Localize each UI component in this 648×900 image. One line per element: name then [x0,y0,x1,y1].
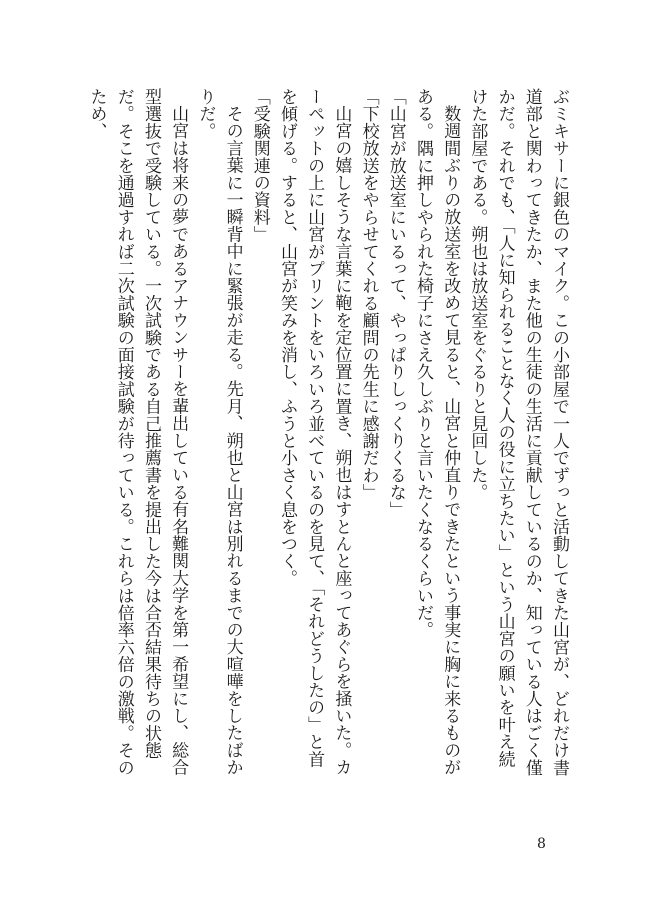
paragraph: ぶミキサーに銀色のマイク。この小部屋で一人でずっと活動してきた山宮が、どれだけ書道部と関わってきたか、また他の生徒の生活に貢献しているのか、知っている人はごく僅かだ。それでも、「人に知られることなく人の役に立ちたい」という山宮の願いを叶え続けた部屋である。朔也は放送室をぐるりと見回した。 [467,88,569,776]
dialogue-line: 「山宮が放送室にいるって、やっぱりしっくりくるな」 [385,88,406,518]
dialogue-line: 「下校放送をやらせてくれる顧問の先生に感謝だわ」 [358,88,379,501]
paragraph: 山宮の嬉しそうな言葉に鞄を定位置に置き、朔也はすとんと座ってあぐらを掻いた。カーペットの上に山宮がプリントをいろいろ並べているのを見て、「それどうしたの」と首を傾げる。すると、山宮が笑みを消し、ふうと小さく息をつく。 [276,88,352,776]
paragraph: その言葉に一瞬背中に緊張が走る。先月、朔也と山宮は別れるまでの大喧嘩をしたばかりだ。 [195,88,243,776]
paragraph: 数週間ぶりの放送室を改めて見ると、山宮と仲直りできたという事実に胸に来るものがある。隅に押しやられた椅子にさえ久しぶりと言いたくなるくらいだ。 [412,88,461,776]
page-number: 8 [537,836,546,852]
paragraph: 山宮は将来の夢であるアナウンサーを輩出している有名難関大学を第一希望にし、総合型選抜で受験している。一次試験である自己推薦書を提出した今は合否結果待ちの状態だ。そこを通過すれば二次試験の面接試験が待っている。これらは倍率六倍の激戦。そのため、 [86,88,189,776]
vertical-text-body [86,88,572,778]
dialogue-line: 「受験関連の資料」 [249,88,270,243]
